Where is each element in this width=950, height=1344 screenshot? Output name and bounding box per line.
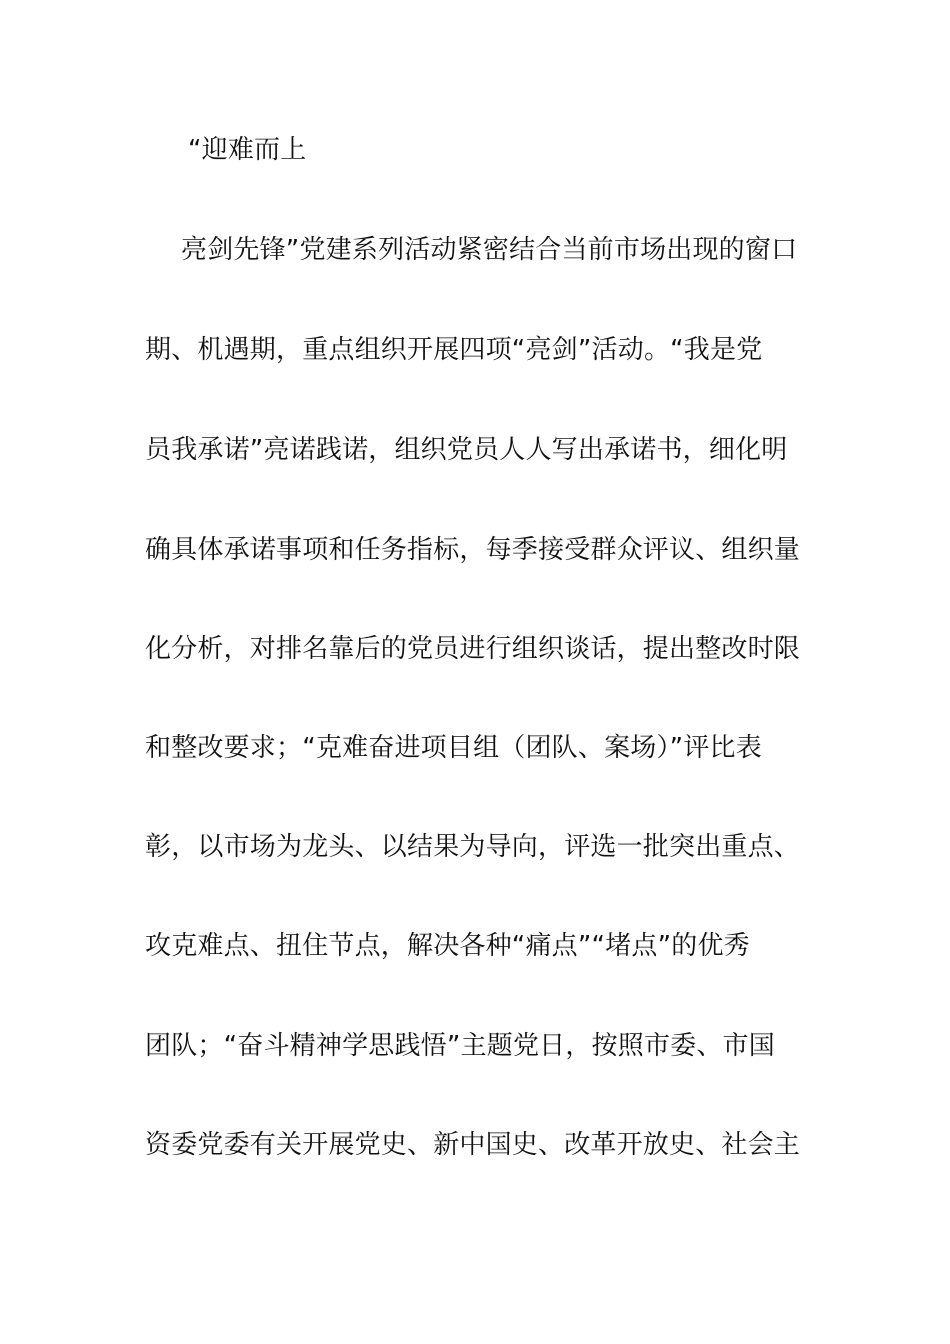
paragraph-line-9: 团队；“奋斗精神学思践悟”主题党日，按照市委、市国: [145, 1031, 775, 1061]
paragraph-line-8: 攻克难点、扭住节点，解决各种“痛点”“堵点”的优秀: [145, 931, 750, 961]
paragraph-line-5: 化分析，对排名靠后的党员进行组织谈话，提出整改时限: [145, 634, 801, 664]
paragraph-line-10: 资委党委有关开展党史、新中国史、改革开放史、社会主: [145, 1130, 801, 1160]
paragraph-line-6: 和整改要求；“克难奋进项目组（团队、案场）”评比表: [145, 733, 762, 763]
paragraph-heading-line: “迎难而上: [188, 135, 307, 165]
paragraph-line-7: 彰，以市场为龙头、以结果为导向，评选一批突出重点、: [145, 832, 801, 862]
paragraph-line-4: 确具体承诺事项和任务指标，每季接受群众评议、组织量: [145, 535, 801, 565]
paragraph-line-1: 亮剑先锋”党建系列活动紧密结合当前市场出现的窗口: [181, 235, 798, 265]
paragraph-line-2: 期、机遇期，重点组织开展四项“亮剑”活动。“我是党: [145, 335, 763, 365]
paragraph-line-3: 员我承诺”亮诺践诺，组织党员人人写出承诺书，细化明: [145, 435, 788, 465]
